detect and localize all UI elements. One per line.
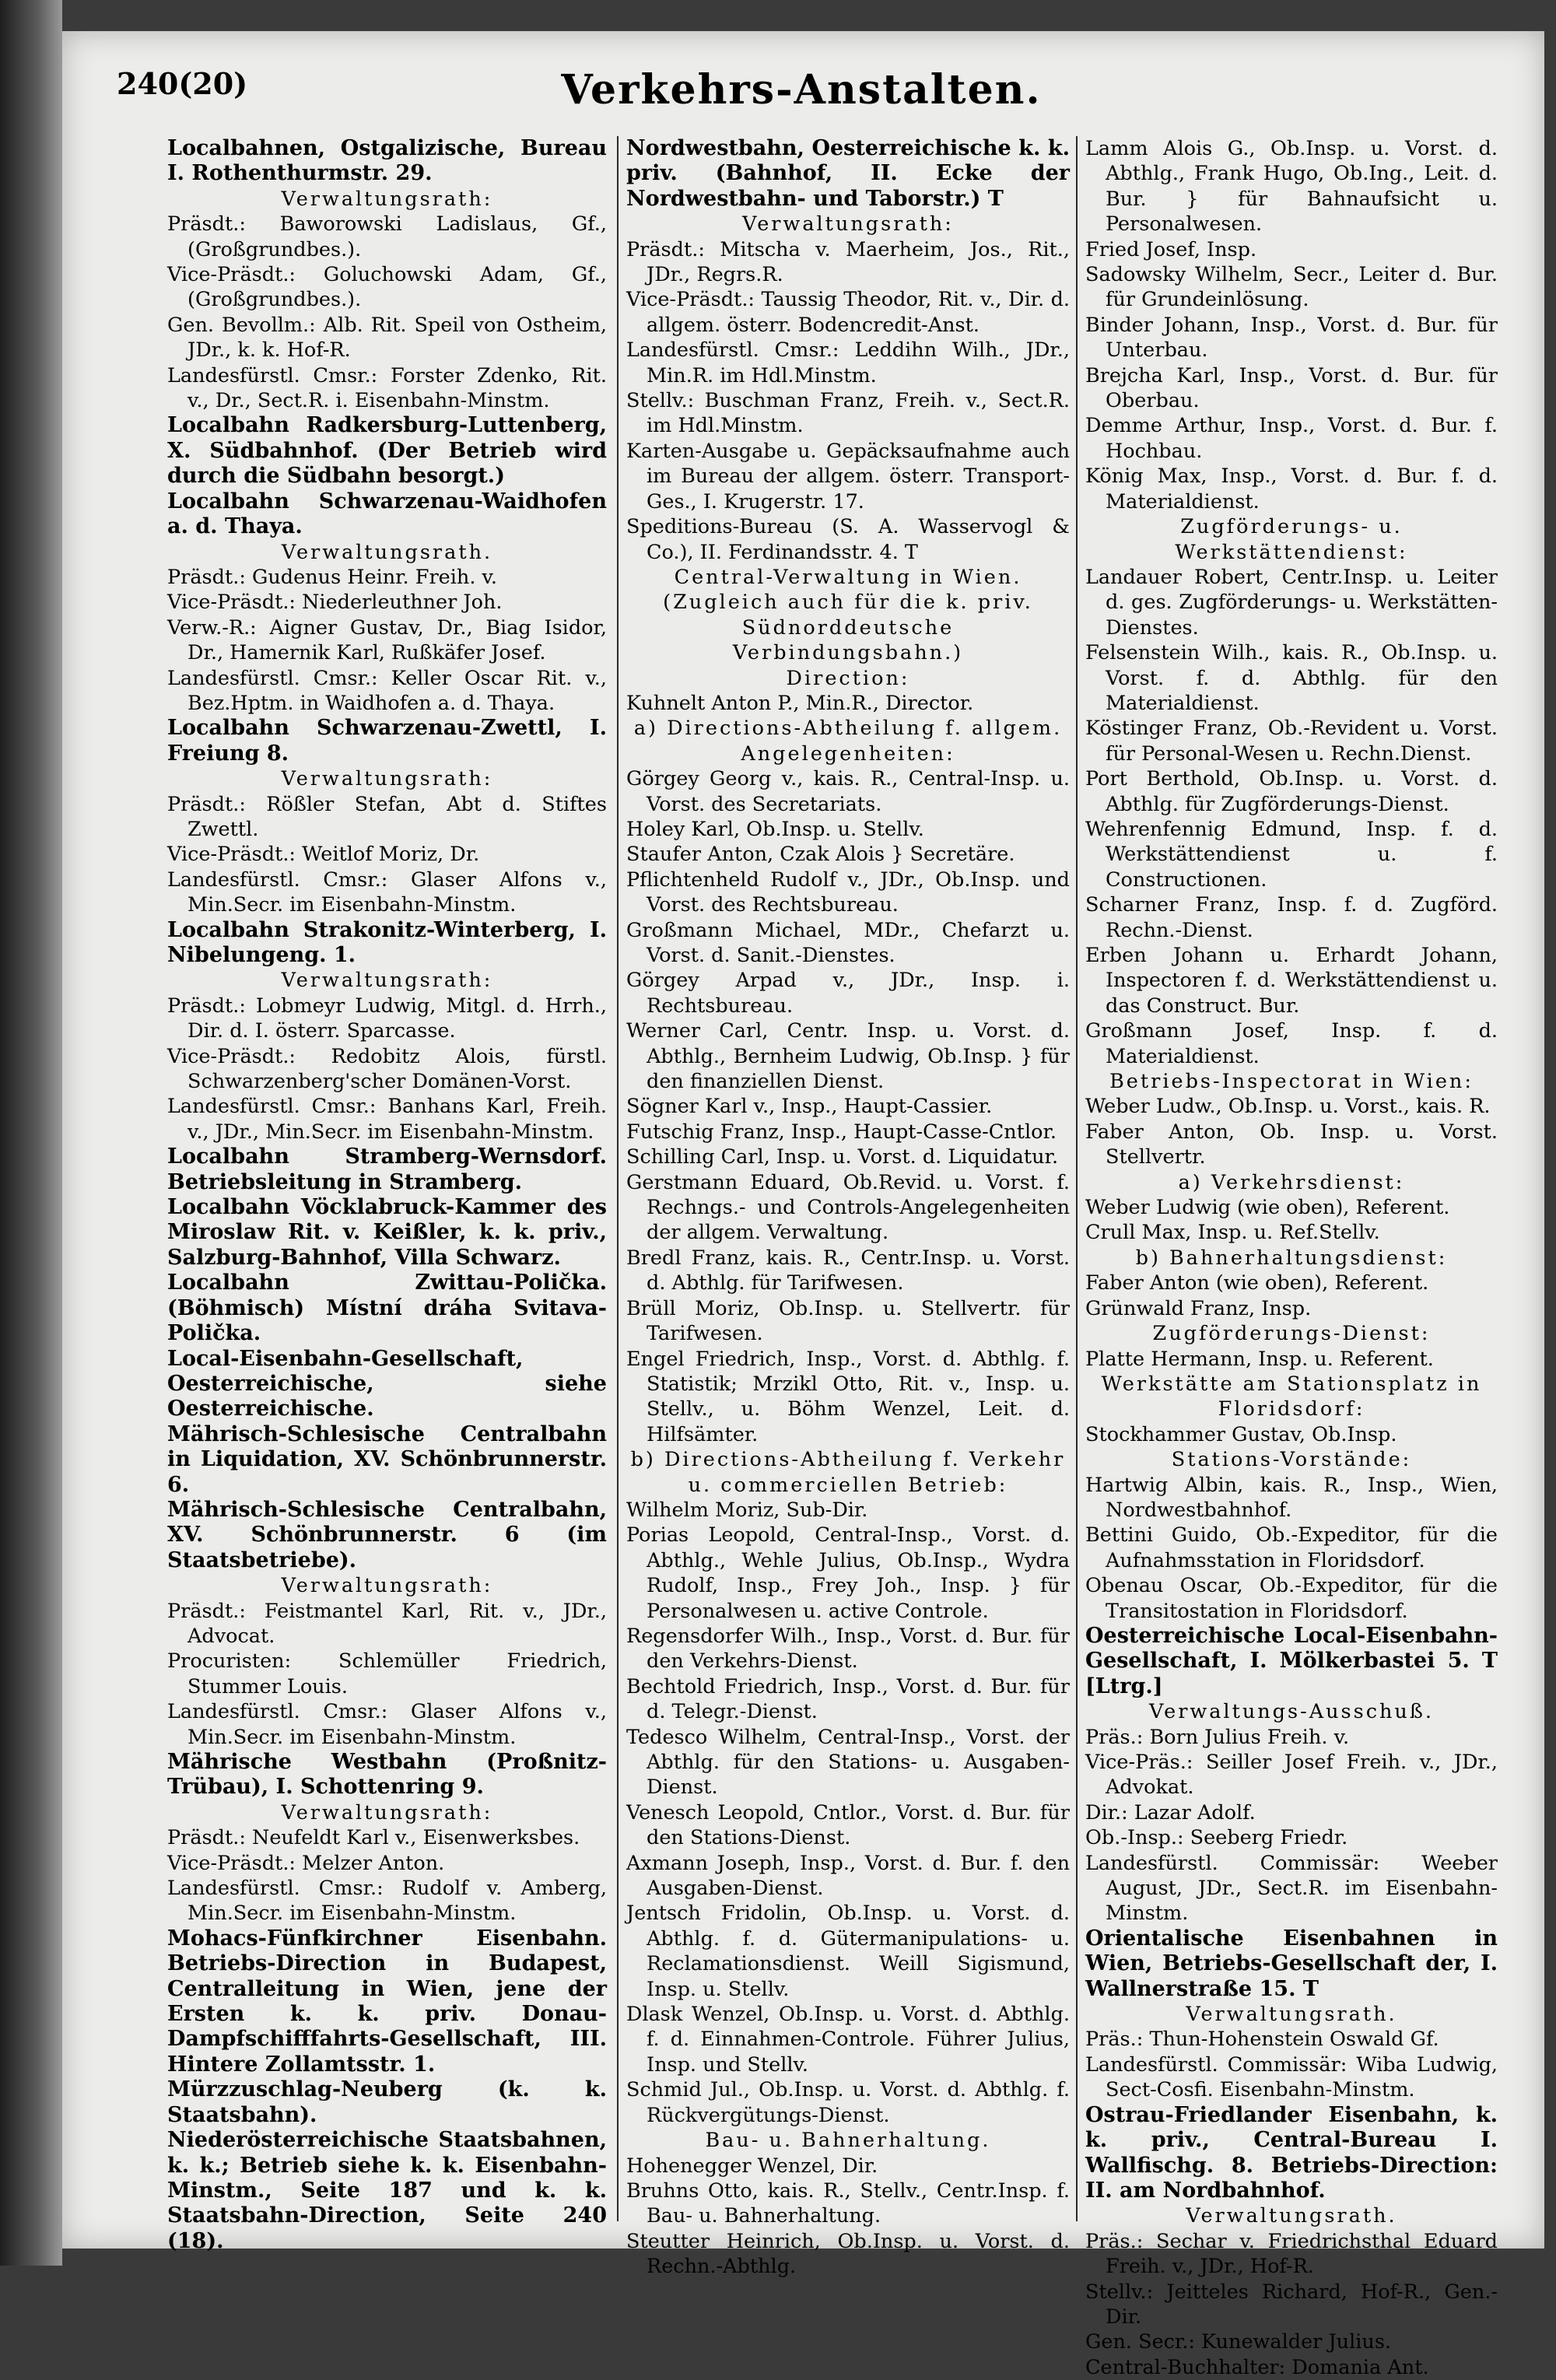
entry-line: Landesfürstl. Cmsr.: Leddihn Wilh., JDr., Min.R. im Hdl.Minstm. <box>626 338 1070 387</box>
entry-line: Crull Max, Insp. u. Ref.Stellv. <box>1085 1221 1380 1245</box>
entry-line: Scharner Franz, Insp. f. d. Zugförd. Rechn.-Dienst. <box>1085 893 1498 942</box>
section-heading: Verwaltungsrath: <box>281 767 493 791</box>
entry-line: Landesfürstl. Cmsr.: Glaser Alfons v., Min.Secr. im Eisenbahn-Minstm. <box>167 1700 607 1749</box>
entry-heading: Localbahnen, Ostgalizische, Bureau I. Rothenthurmstr. 29. <box>167 136 607 186</box>
entry-line: Grünwald Franz, Insp. <box>1085 1296 1312 1320</box>
entry-line: Central-Buchhalter: Domania Ant. <box>1085 2355 1429 2379</box>
entry-heading: Localbahn Strakonitz-Winterberg, I. Nibelungeng. 1. <box>167 917 607 967</box>
entry-heading: Niederösterreichische Staatsbahnen, k. k.; Betrieb siehe k. k. Eisenbahn-Minstm., Seite 187 und k. k. Staatsbahn-Direction, Seite 240 (18). <box>167 2128 607 2253</box>
section-heading: a) Directions-Abtheilung f. allgem. Angelegenheiten: <box>633 717 1063 766</box>
entry-line: Obenau Oscar, Ob.-Expeditor, für die Transitostation in Floridsdorf. <box>1085 1574 1498 1623</box>
entry-line: Großmann Josef, Insp. f. d. Materialdienst. <box>1085 1019 1498 1068</box>
entry-line: Görgey Arpad v., JDr., Insp. i. Rechtsbureau. <box>626 969 1070 1018</box>
section-heading: a) Verkehrsdienst: <box>1178 1170 1405 1194</box>
entry-line: Vice-Präsdt.: Goluchowski Adam, Gf., (Großgrundbes.). <box>167 263 607 312</box>
entry-line: Landesfürstl. Commissär: Weeber August, JDr., Sect.R. im Eisenbahn-Minstm. <box>1085 1851 1498 1926</box>
entry-line: Hohenegger Wenzel, Dir. <box>626 2154 878 2178</box>
section-heading: Verwaltungsrath: <box>281 187 493 211</box>
entry-line: Landesfürstl. Cmsr.: Banhans Karl, Freih. v., JDr., Min.Secr. im Eisenbahn-Minstm. <box>167 1095 607 1144</box>
column-divider <box>617 136 619 2221</box>
entry-line: Gen. Bevollm.: Alb. Rit. Speil von Ostheim, JDr., k. k. Hof-R. <box>167 313 607 363</box>
entry-line: Vice-Präsdt.: Taussig Theodor, Rit. v., Dir. d. allgem. österr. Bodencredit-Anst. <box>626 288 1070 337</box>
section-heading: Werkstätte am Stationsplatz in Floridsdorf: <box>1101 1372 1482 1421</box>
section-heading: Verwaltungsrath: <box>281 1574 493 1598</box>
entry-line: Binder Johann, Insp., Vorst. d. Bur. für Unterbau. <box>1085 313 1498 363</box>
entry-line: Erben Johann u. Erhardt Johann, Inspectoren f. d. Werkstättendienst u. das Construct. Bur. <box>1085 944 1498 1018</box>
entry-line: Präsdt.: Rößler Stefan, Abt d. Stiftes Zwettl. <box>167 792 607 841</box>
section-heading: Verwaltungsrath: <box>742 212 954 237</box>
entry-line: Weber Ludw., Ob.Insp. u. Vorst., kais. R. <box>1085 1095 1491 1119</box>
entry-heading: Localbahn Radkersburg-Luttenberg, X. Südbahnhof. (Der Betrieb wird durch die Südbahn besorgt.) <box>167 413 607 489</box>
entry-line: Futschig Franz, Insp., Haupt-Casse-Cntlor. <box>626 1120 1057 1144</box>
section-heading: Verwaltungsrath. <box>1186 2003 1397 2027</box>
entry-line: Stellv.: Jeitteles Richard, Hof-R., Gen.-Dir. <box>1085 2280 1498 2329</box>
entry-line: Werner Carl, Centr. Insp. u. Vorst. d. Abthlg., Bernheim Ludwig, Ob.Insp. } für den finanziellen Dienst. <box>626 1019 1070 1094</box>
entry-line: Vice-Präsdt.: Redobitz Alois, fürstl. Schwarzenberg'scher Domänen-Vorst. <box>167 1044 607 1094</box>
section-heading: Stations-Vorstände: <box>1171 1448 1412 1472</box>
section-heading: Bau- u. Bahnerhaltung. <box>705 2129 991 2153</box>
section-heading: Betriebs-Inspectorat in Wien: <box>1109 1070 1474 1094</box>
entry-line: Bettini Guido, Ob.-Expeditor, für die Aufnahmsstation in Floridsdorf. <box>1085 1523 1498 1572</box>
entry-heading: Mährisch-Schlesische Centralbahn in Liquidation, XV. Schönbrunnerstr. 6. <box>167 1421 607 1497</box>
entry-line: König Max, Insp., Vorst. d. Bur. f. d. Materialdienst. <box>1085 464 1498 514</box>
page-number: 240(20) <box>117 66 248 101</box>
entry-line: Staufer Anton, Czak Alois } Secretäre. <box>626 843 1015 867</box>
column-2 <box>626 136 1070 2279</box>
entry-line: Vice-Präsdt.: Melzer Anton. <box>167 1851 445 1875</box>
entry-line: Bechtold Friedrich, Insp., Vorst. d. Bur. für d. Telegr.-Dienst. <box>626 1674 1070 1724</box>
section-heading: Zugförderungs- u. Werkstättendienst: <box>1175 515 1408 564</box>
entry-line: Felsenstein Wilh., kais. R., Ob.Insp. u. Vorst. f. d. Abthlg. für den Materialdienst. <box>1085 641 1498 715</box>
section-heading: Verwaltungsrath: <box>281 969 493 993</box>
entry-line: Weber Ludwig (wie oben), Referent. <box>1085 1196 1450 1220</box>
section-heading: Zugförderungs-Dienst: <box>1152 1322 1431 1346</box>
page-header <box>117 66 1486 136</box>
entry-line: Schmid Jul., Ob.Insp. u. Vorst. d. Abthlg. f. Rückvergütungs-Dienst. <box>626 2078 1070 2127</box>
entry-line: Bruhns Otto, kais. R., Stellv., Centr.Insp. f. Bau- u. Bahnerhaltung. <box>626 2178 1070 2228</box>
book-gutter-edge <box>0 0 62 2266</box>
entry-line: Präsdt.: Mitscha v. Maerheim, Jos., Rit., JDr., Regrs.R. <box>626 237 1070 287</box>
entry-line: Ob.-Insp.: Seeberg Friedr. <box>1085 1826 1348 1850</box>
entry-line: Verw.-R.: Aigner Gustav, Dr., Biag Isidor, Dr., Hamernik Karl, Rußkäfer Josef. <box>167 615 607 665</box>
entry-heading: Localbahn Vöcklabruck-Kammer des Miroslaw Rit. v. Keißler, k. k. priv., Salzburg-Bahnhof, Villa Schwarz. <box>167 1195 607 1270</box>
section-heading: Direction: <box>786 666 910 690</box>
entry-line: Faber Anton (wie oben), Referent. <box>1085 1271 1429 1295</box>
section-heading: b) Directions-Abtheilung f. Verkehr u. commerciellen Betrieb: <box>630 1448 1066 1497</box>
entry-heading: Localbahn Schwarzenau-Waidhofen a. d. Thaya. <box>167 489 607 539</box>
entry-line: Axmann Joseph, Insp., Vorst. d. Bur. f. den Ausgaben-Dienst. <box>626 1851 1070 1901</box>
entry-line: Wilhelm Moriz, Sub-Dir. <box>626 1498 868 1522</box>
entry-line: Port Berthold, Ob.Insp. u. Vorst. d. Abthlg. für Zugförderungs-Dienst. <box>1085 767 1498 816</box>
entry-line: Landauer Robert, Centr.Insp. u. Leiter d. ges. Zugförderungs- u. Werkstätten-Dienstes. <box>1085 565 1498 640</box>
entry-heading: Mohacs-Fünfkirchner Eisenbahn. Betriebs-Direction in Budapest, Centralleitung in Wien, jene der Ersten k. k. priv. Donau-Dampfschifffahrts-Gesellschaft, III. Hintere Zollamtsstr. 1. <box>167 1926 607 2077</box>
section-heading: Verwaltungsrath: <box>281 1800 493 1824</box>
entry-heading: Localbahn Zwittau-Polička. (Böhmisch) Místní dráha Svitava-Polička. <box>167 1271 607 1346</box>
entry-line: Venesch Leopold, Cntlor., Vorst. d. Bur. für den Stations-Dienst. <box>626 1800 1070 1850</box>
entry-line: Stellv.: Buschman Franz, Freih. v., Sect.R. im Hdl.Minstm. <box>626 389 1070 438</box>
entry-line: Präs.: Thun-Hohenstein Oswald Gf. <box>1085 2028 1439 2052</box>
entry-heading: Mährische Westbahn (Proßnitz-Trübau), I. Schottenring 9. <box>167 1750 607 1800</box>
entry-line: Sögner Karl v., Insp., Haupt-Cassier. <box>626 1095 993 1119</box>
entry-line: Gerstmann Eduard, Ob.Revid. u. Vorst. f. Rechngs.- und Controls-Angelegenheiten der allgem. Verwaltung. <box>626 1170 1070 1245</box>
entry-heading: Mährisch-Schlesische Centralbahn, XV. Schönbrunnerstr. 6 (im Staatsbetriebe). <box>167 1497 607 1572</box>
entry-line: Bredl Franz, kais. R., Centr.Insp. u. Vorst. d. Abthlg. für Tarifwesen. <box>626 1246 1070 1295</box>
entry-line: Präs.: Sechar v. Friedrichsthal Eduard Freih. v., JDr., Hof-R. <box>1085 2229 1498 2279</box>
entry-line: Landesfürstl. Commissär: Wiba Ludwig, Sect-Cosfi. Eisenbahn-Minstm. <box>1085 2052 1498 2102</box>
entry-line: Porias Leopold, Central-Insp., Vorst. d. Abthlg., Wehle Julius, Ob.Insp., Wydra Rudolf, Insp., Frey Joh., Insp. } für Personalwesen u. active Controle. <box>626 1523 1070 1623</box>
entry-line: Präsdt.: Baworowski Ladislaus, Gf., (Großgrundbes.). <box>167 212 607 261</box>
entry-line: Präs.: Born Julius Freih. v. <box>1085 1725 1350 1749</box>
entry-line: Vice-Präsdt.: Niederleuthner Joh. <box>167 591 503 615</box>
section-heading: Verwaltungsrath. <box>1186 2204 1397 2228</box>
column-1 <box>167 136 607 2253</box>
entry-line: Stockhammer Gustav, Ob.Insp. <box>1085 1422 1397 1446</box>
entry-line: Dlask Wenzel, Ob.Insp. u. Vorst. d. Abthlg. f. d. Einnahmen-Controle. Führer Julius, Insp. und Stellv. <box>626 2003 1070 2077</box>
entry-line: Sadowsky Wilhelm, Secr., Leiter d. Bur. für Grundeinlösung. <box>1085 263 1498 312</box>
entry-line: Landesfürstl. Cmsr.: Forster Zdenko, Rit. v., Dr., Sect.R. i. Eisenbahn-Minstm. <box>167 363 607 413</box>
entry-line: Engel Friedrich, Insp., Vorst. d. Abthlg. f. Statistik; Mrzikl Otto, Rit. v., Insp. u. Stellv., u. Böhm Wenzel, Leit. d. Hilfsämter. <box>626 1347 1070 1446</box>
entry-line: Landesfürstl. Cmsr.: Glaser Alfons v., Min.Secr. im Eisenbahn-Minstm. <box>167 868 607 917</box>
entry-line: Procuristen: Schlemüller Friedrich, Stummer Louis. <box>167 1649 607 1698</box>
entry-line: Speditions-Bureau (S. A. Wasservogl & Co.), II. Ferdinandsstr. 4. T <box>626 515 1070 564</box>
entry-line: Vice-Präsdt.: Weitlof Moriz, Dr. <box>167 843 480 867</box>
section-heading: (Zugleich auch für die k. priv. Südnorddeutsche Verbindungsbahn.) <box>663 591 1033 665</box>
entry-line: Schilling Carl, Insp. u. Vorst. d. Liquidatur. <box>626 1145 1059 1169</box>
entry-line: Demme Arthur, Insp., Vorst. d. Bur. f. Hochbau. <box>1085 414 1498 463</box>
entry-line: Lamm Alois G., Ob.Insp. u. Vorst. d. Abthlg., Frank Hugo, Ob.Ing., Leit. d. Bur. } für Bahnaufsicht u. Personalwesen. <box>1085 137 1498 237</box>
entry-line: Präsdt.: Lobmeyr Ludwig, Mitgl. d. Hrrh., Dir. d. I. österr. Sparcasse. <box>167 994 607 1043</box>
entry-line: Holey Karl, Ob.Insp. u. Stellv. <box>626 817 924 841</box>
entry-line: Jentsch Fridolin, Ob.Insp. u. Vorst. d. Abthlg. f. d. Gütermanipulations- u. Reclamationsdienst. Weill Sigismund, Insp. u. Stellv. <box>626 1902 1070 2001</box>
entry-heading: Ostrau-Friedlander Eisenbahn, k. k. priv., Central-Bureau I. Wallfischg. 8. Betriebs-Direction: II. am Nordbahnhof. <box>1085 2102 1498 2203</box>
entry-line: Brejcha Karl, Insp., Vorst. d. Bur. für Oberbau. <box>1085 363 1498 413</box>
entry-line: Präsdt.: Neufeldt Karl v., Eisenwerksbes. <box>167 1826 580 1850</box>
entry-heading: Localbahn Schwarzenau-Zwettl, I. Freiung 8. <box>167 716 607 766</box>
entry-line: Fried Josef, Insp. <box>1085 237 1257 261</box>
entry-line: Brüll Moriz, Ob.Insp. u. Stellvertr. für Tarifwesen. <box>626 1296 1070 1346</box>
entry-line: Gen. Secr.: Kunewalder Julius. <box>1085 2330 1392 2354</box>
entry-line: Kuhnelt Anton P., Min.R., Director. <box>626 691 974 715</box>
entry-line: Görgey Georg v., kais. R., Central-Insp. u. Vorst. des Secretariats. <box>626 767 1070 816</box>
entry-line: Großmann Michael, MDr., Chefarzt u. Vorst. d. Sanit.-Dienstes. <box>626 918 1070 967</box>
entry-heading: Local-Eisenbahn-Gesellschaft, Oesterreichische, siehe Oesterreichische. <box>167 1346 607 1421</box>
section-heading: Verwaltungsrath. <box>281 540 493 564</box>
entry-line: Regensdorfer Wilh., Insp., Vorst. d. Bur. für den Verkehrs-Dienst. <box>626 1624 1070 1674</box>
entry-line: Platte Hermann, Insp. u. Referent. <box>1085 1347 1434 1371</box>
entry-heading: Localbahn Stramberg-Wernsdorf. Betriebsleitung in Stramberg. <box>167 1144 607 1194</box>
section-heading: Verwaltungs-Ausschuß. <box>1149 1700 1434 1724</box>
entry-line: Köstinger Franz, Ob.-Revident u. Vorst. für Personal-Wesen u. Rechn.Dienst. <box>1085 717 1498 766</box>
column-3 <box>1085 136 1498 2379</box>
entry-line: Präsdt.: Gudenus Heinr. Freih. v. <box>167 565 498 589</box>
entry-line: Faber Anton, Ob. Insp. u. Vorst. Stellvertr. <box>1085 1120 1498 1169</box>
entry-line: Dir.: Lazar Adolf. <box>1085 1800 1256 1824</box>
entry-line: Vice-Präs.: Seiller Josef Freih. v., JDr., Advokat. <box>1085 1751 1498 1800</box>
page-title: Verkehrs-Anstalten. <box>561 66 1042 114</box>
entry-line: Steutter Heinrich, Ob.Insp. u. Vorst. d. Rechn.-Abthlg. <box>626 2229 1070 2279</box>
column-divider <box>1076 136 1078 2221</box>
entry-line: Landesfürstl. Cmsr.: Rudolf v. Amberg, Min.Secr. im Eisenbahn-Minstm. <box>167 1877 607 1926</box>
entry-line: Wehrenfennig Edmund, Insp. f. d. Werkstättendienst u. f. Constructionen. <box>1085 817 1498 892</box>
entry-line: Karten-Ausgabe u. Gepäcksaufnahme auch im Bureau der allgem. österr. Transport-Ges., I. Krugerstr. 17. <box>626 439 1070 514</box>
entry-line: Hartwig Albin, kais. R., Insp., Wien, Nordwestbahnhof. <box>1085 1473 1498 1522</box>
entry-line: Landesfürstl. Cmsr.: Keller Oscar Rit. v., Bez.Hptm. in Waidhofen a. d. Thaya. <box>167 666 607 715</box>
directory-columns <box>167 136 1498 2379</box>
entry-heading: Orientalische Eisenbahnen in Wien, Betriebs-Gesellschaft der, I. Wallnerstraße 15. T <box>1085 1926 1498 2001</box>
entry-heading: Mürzzuschlag-Neuberg (k. k. Staatsbahn). <box>167 2077 607 2127</box>
entry-line: Tedesco Wilhelm, Central-Insp., Vorst. der Abthlg. für den Stations- u. Ausgaben-Dienst. <box>626 1725 1070 1800</box>
entry-line: Präsdt.: Feistmantel Karl, Rit. v., JDr., Advocat. <box>167 1599 607 1648</box>
entry-line: Pflichtenheld Rudolf v., JDr., Ob.Insp. und Vorst. des Rechtsbureau. <box>626 868 1070 917</box>
entry-heading: Oesterreichische Local-Eisenbahn-Gesellschaft, I. Mölkerbastei 5. T [Ltrg.] <box>1085 1623 1498 1698</box>
section-heading: b) Bahnerhaltungsdienst: <box>1135 1246 1448 1270</box>
entry-heading: Nordwestbahn, Oesterreichische k. k. priv. (Bahnhof, II. Ecke der Nordwestbahn- und Taborstr.) T <box>626 136 1070 211</box>
section-heading: Central-Verwaltung in Wien. <box>674 565 1022 589</box>
